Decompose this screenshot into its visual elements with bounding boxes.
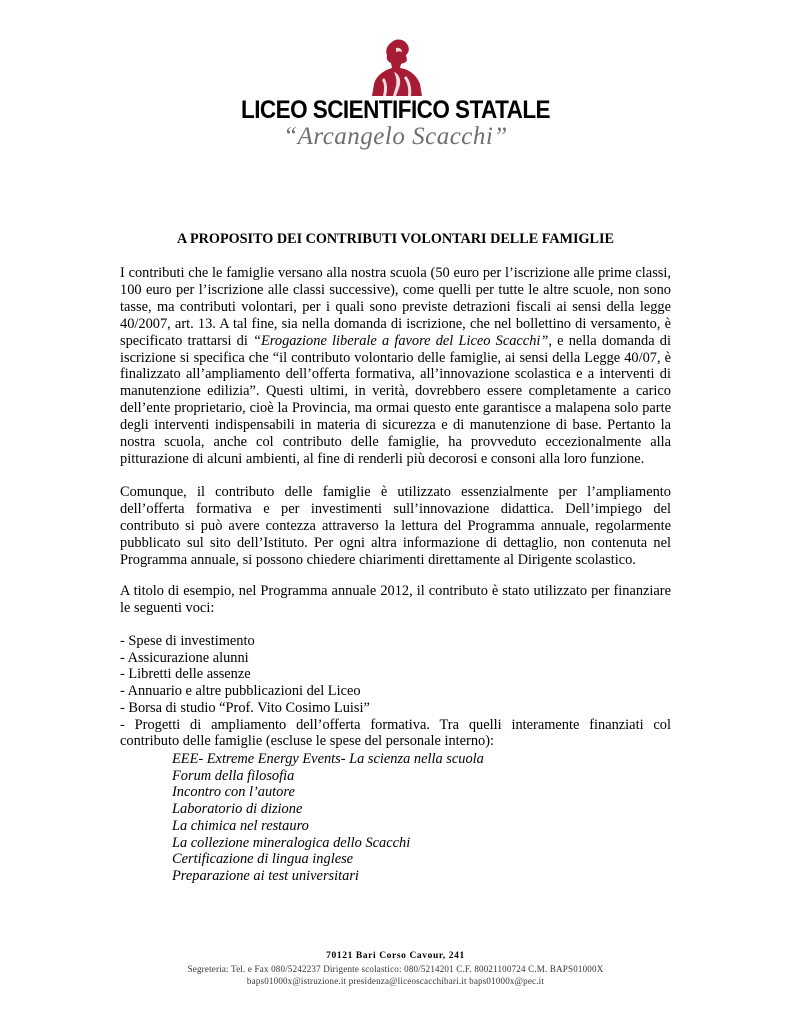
footer-contacts: Segreteria: Tel. e Fax 080/5242237 Dirigente scolastico: 080/5214201 C.F. 80021100724 C.M. BAPS01000X [187, 964, 604, 974]
voci-list [120, 633, 671, 750]
project-item: Laboratorio di dizione [172, 801, 303, 818]
bust-emblem-icon [366, 38, 426, 96]
project-item: Forum della filosofia [172, 767, 295, 784]
paragraph-text: , e nella domanda di iscrizione si specifica che “il contributo volontario delle famiglie, ai sensi della Legge 40/07, è finalizzato all’ampliamento dell’offerta formativa, all’innovazione scolastica e a interventi di manutenzione edilizia”. Questi ultimi, in verità, dovrebbero essere completamente a carico dell’ente proprietario, cioè la Provincia, ma ormai questo ente garantisce a malapena solo parte degli interventi indispensabili in materia di sicurezza e di manutenzione di base. Pertanto la nostra scuola, anche col contributo delle famiglie, ha provveduto eccezionalmente alla pitturazione di alcuni ambienti, al fine di renderli più decorosi e consoni alla loro funzione. [120, 332, 671, 467]
project-item: La chimica nel restauro [172, 817, 309, 834]
school-subtitle: “Arcangelo Scacchi” [283, 123, 508, 150]
school-name: LICEO SCIENTIFICO STATALE [240, 96, 550, 124]
list-item: - Annuario e altre pubblicazioni del Liceo [120, 683, 361, 700]
project-item: EEE- Extreme Energy Events- La scienza nella scuola [172, 751, 484, 767]
project-item: Incontro con l’autore [172, 784, 295, 801]
list-item-progetti: - Progetti di ampliamento dell’offerta formativa. Tra quelli interamente finanziati col contributo delle famiglie (escluse le spese del personale interno): [120, 716, 671, 750]
school-logo [0, 38, 791, 150]
list-item: - Libretti delle assenze [120, 666, 251, 683]
paragraph-esempio: A titolo di esempio, nel Programma annuale 2012, il contributo è stato utilizzato per finanziare le seguenti voci: [120, 583, 671, 616]
list-item: - Borsa di studio “Prof. Vito Cosimo Luisi” [120, 699, 370, 716]
project-item: La collezione mineralogica dello Scacchi [172, 834, 411, 851]
footer-address: 70121 Bari Corso Cavour, 241 [326, 951, 465, 961]
paragraph-utilizzo: Comunque, il contributo delle famiglie è utilizzato essenzialmente per l’ampliamento dell’offerta formativa e per investimenti sull’innovazione didattica. Dell’impiego del contributo si può avere contezza attraverso la lettura del Programma annuale, regolarmente pubblicato sul sito dell’Istituto. Per ogni altra informazione di dettaglio, non contenuta nel Programma annuale, si possono chiedere chiarimenti direttamente al Dirigente scolastico. [120, 484, 671, 568]
page-title: A PROPOSITO DEI CONTRIBUTI VOLONTARI DELLE FAMIGLIE [177, 231, 614, 247]
project-item: Preparazione ai test universitari [172, 867, 359, 884]
project-item: Certificazione di lingua inglese [172, 851, 354, 868]
list-item: - Assicurazione alunni [120, 649, 249, 666]
footer-emails: baps01000x@istruzione.it presidenza@liceoscacchibari.it baps01000x@pec.it [246, 976, 545, 986]
projects-list [172, 751, 484, 885]
paragraph-italic-quote: “Erogazione liberale a favore del Liceo Scacchi” [253, 332, 549, 349]
paragraph-contributi [120, 265, 671, 468]
paragraph-text: I contributi che le famiglie versano alla nostra scuola (50 euro per l’iscrizione alle prime classi, 100 euro per l’iscrizione alle classi successive), come quelli per tutte le altre scuole, non sono tasse, ma contributi volontari, per i quali sono previste detrazioni fiscali ai sensi della legge 40/2007, art. 13. A tal fine, sia nella domanda di iscrizione, che nel bollettino di versamento, è specificato trattarsi di [120, 265, 671, 349]
list-item: - Spese di investimento [120, 633, 255, 649]
